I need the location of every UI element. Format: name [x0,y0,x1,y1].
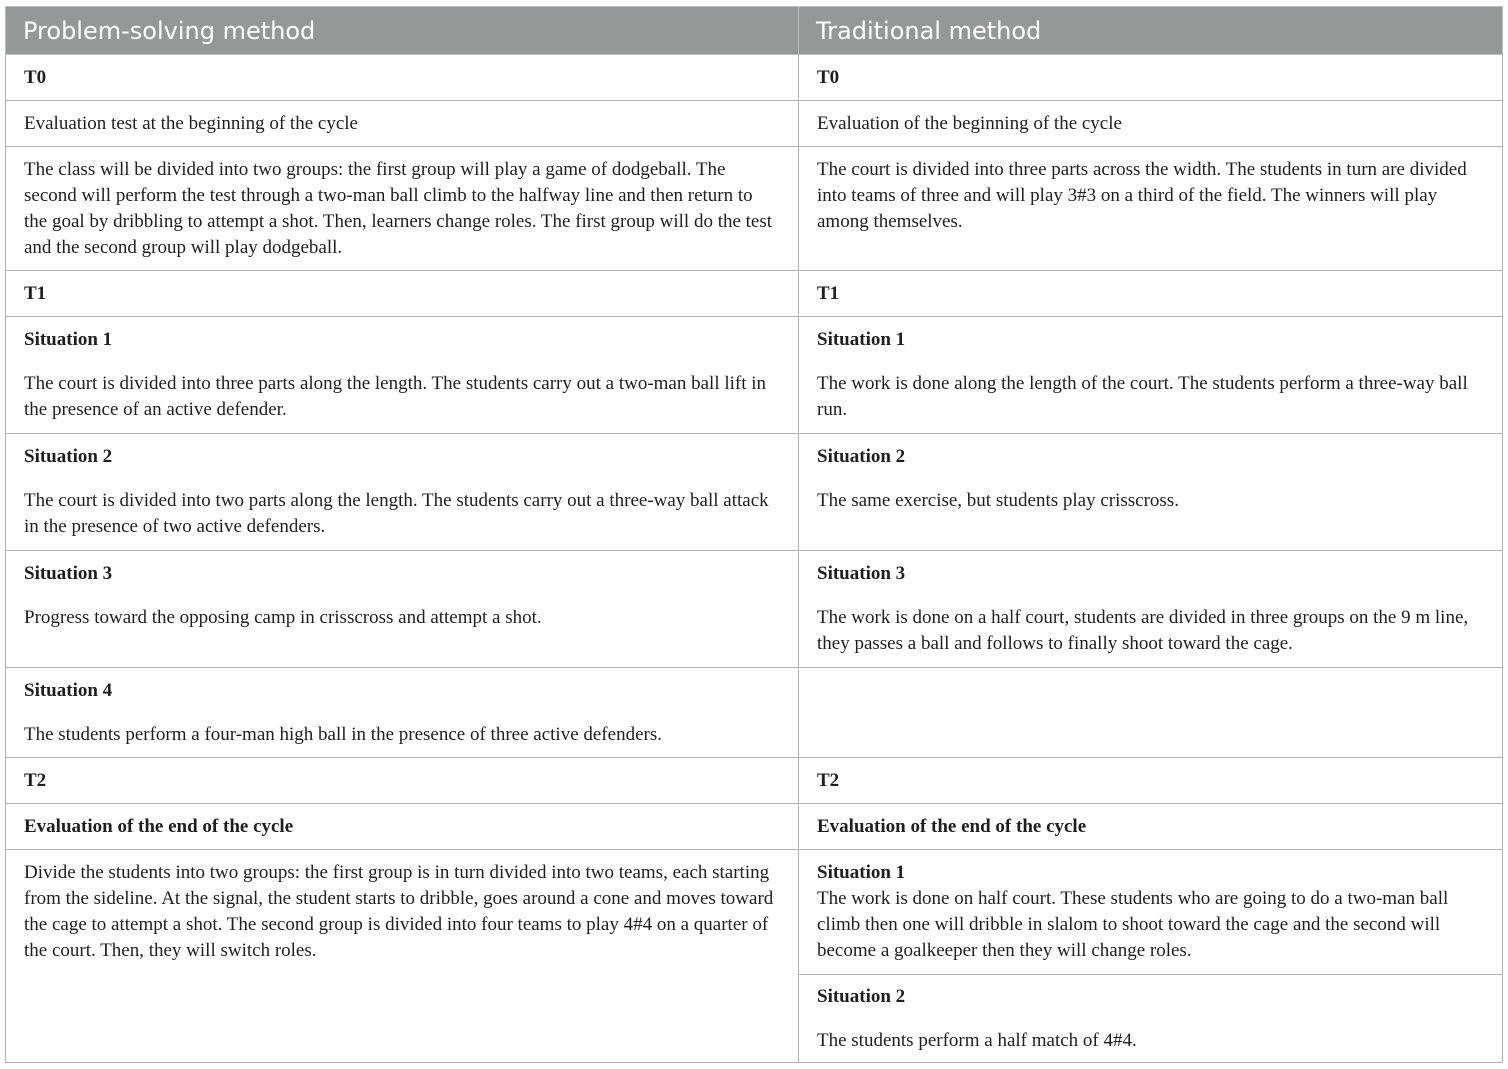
t0-eval-left: Evaluation test at the beginning of the cycle [6,101,799,147]
t2-eval-right: Evaluation of the end of the cycle [799,804,1503,850]
table-row [6,551,1503,668]
t1-situation-cell-empty [799,668,1503,758]
situation-text: The students perform a four-man high ball in the presence of three active defenders. [24,724,662,745]
table-row [6,271,1503,317]
situation-title: Situation 2 [817,446,906,467]
table-row [6,850,1503,1063]
table-row [6,55,1503,101]
situation-text: The court is divided into two parts along the length. The students carry out a three-way ball attack in the presence of two active defenders. [24,490,769,537]
t0-label-right: T0 [799,55,1503,101]
table-row [6,147,1503,271]
situation-title: Situation 4 [24,680,113,701]
situation-title: Situation 2 [817,986,906,1007]
table-row [6,758,1503,804]
t1-situation-cell [6,668,799,758]
t1-situation-cell [6,551,799,668]
t1-situation-cell [6,434,799,551]
situation-text: The work is done along the length of the court. The students perform a three-way ball run. [817,373,1468,420]
table-row [6,804,1503,850]
t0-eval-right: Evaluation of the beginning of the cycle [799,101,1503,147]
situation-title: Situation 3 [24,563,113,584]
table-row [6,434,1503,551]
situation-text: The work is done on half court. These students who are going to do a two-man ball climb then one will dribble in slalom to shoot toward the cage and the second will become a goalkeeper then they will change roles. [817,888,1449,961]
t1-label-right: T1 [799,271,1503,317]
header-traditional: Traditional method [799,7,1503,55]
header-problem-solving: Problem-solving method [6,7,799,55]
t0-text-left: The class will be divided into two groups: the first group will play a game of dodgeball. The second will perform the test through a two-man ball climb to the halfway line and then return to the goal by dribbling to attempt a shot. Then, learners change roles. The first group will do the test and the second group will play dodgeball. [6,147,799,271]
situation-text: The court is divided into three parts along the length. The students carry out a two-man ball lift in the presence of an active defender. [24,373,767,420]
situation-title: Situation 3 [817,563,906,584]
table-row [6,668,1503,758]
t2-eval-left: Evaluation of the end of the cycle [6,804,799,850]
situation-title: Situation 1 [24,329,113,350]
situation-text: The work is done on a half court, students are divided in three groups on the 9 m line, they passes a ball and follows to finally shoot toward the cage. [817,607,1469,654]
t2-situations-cell [799,850,1503,1063]
t1-situation-cell [799,551,1503,668]
header-row [6,7,1503,55]
t1-label-left: T1 [6,271,799,317]
t2-text-left: Divide the students into two groups: the first group is in turn divided into two teams, each starting from the sideline. At the signal, the student starts to dribble, goes around a cone and moves toward the cage to attempt a shot. The second group is divided into four teams to play 4#4 on a quarter of the court. Then, they will switch roles. [6,850,799,1063]
table-row [6,101,1503,147]
situation-text: Progress toward the opposing camp in crisscross and attempt a shot. [24,607,542,628]
situation-title: Situation 2 [24,446,113,467]
t2-situation-2 [799,974,1502,1051]
t2-label-left: T2 [6,758,799,804]
t1-situation-cell [6,317,799,434]
t0-label-left: T0 [6,55,799,101]
t0-text-right: The court is divided into three parts across the width. The students in turn are divided into teams of three and will play 3#3 on a third of the field. The winners will play among themselves. [799,147,1503,271]
t1-situation-cell [799,434,1503,551]
situation-text: The students perform a half match of 4#4. [817,1030,1137,1051]
methods-table [5,6,1503,1063]
situation-text: The same exercise, but students play crisscross. [817,490,1179,511]
t2-label-right: T2 [799,758,1503,804]
t1-situation-cell [799,317,1503,434]
table-row [6,317,1503,434]
situation-title: Situation 1 [817,862,906,883]
situation-title: Situation 1 [817,329,906,350]
